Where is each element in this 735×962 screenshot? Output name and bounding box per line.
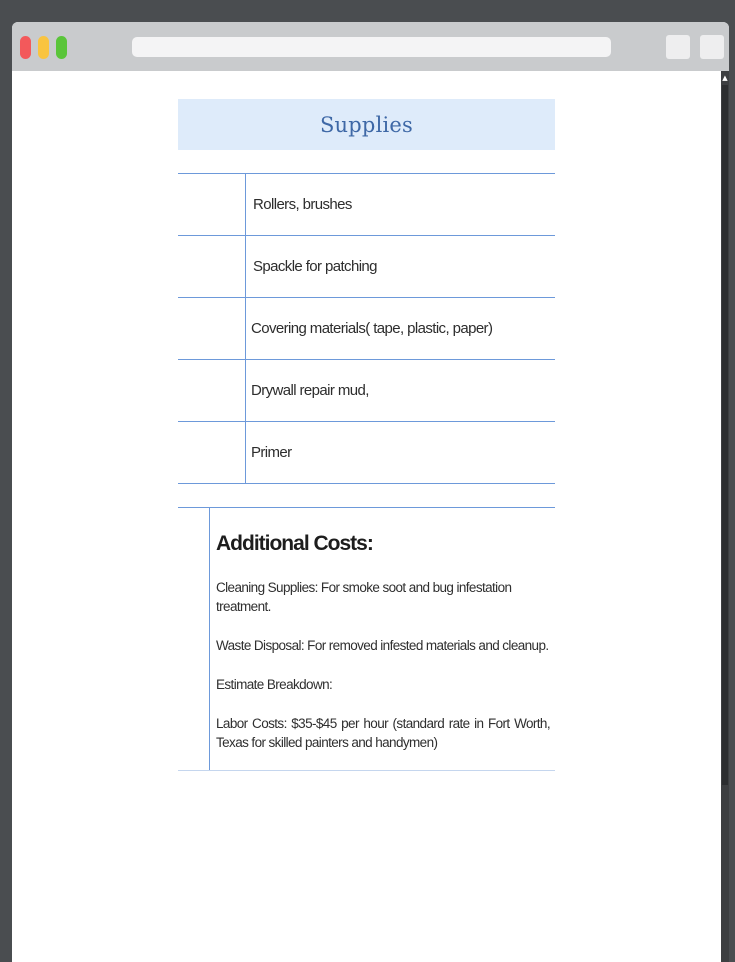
document-content xyxy=(178,99,555,771)
supply-item: Drywall repair mud, xyxy=(251,382,369,399)
scrollbar-thumb[interactable] xyxy=(722,85,728,785)
additional-costs-cell xyxy=(210,508,555,770)
close-dot-icon[interactable] xyxy=(20,36,31,59)
cost-paragraph: Labor Costs: $35-$45 per hour (standard rate in Fort Worth, Texas for skilled painters and handymen) xyxy=(216,716,550,750)
table-cell-empty xyxy=(178,422,246,483)
scroll-up-arrow-icon[interactable]: ▲ xyxy=(722,74,728,82)
supplies-header xyxy=(178,99,555,150)
address-bar[interactable] xyxy=(132,37,611,57)
supplies-title: Supplies xyxy=(319,112,414,137)
table-row xyxy=(178,360,555,422)
table-cell-empty xyxy=(178,236,246,297)
title-bar xyxy=(12,22,729,71)
table-cell-empty xyxy=(178,298,246,359)
table-row xyxy=(178,422,555,484)
toolbar-button-1[interactable] xyxy=(666,35,690,59)
supplies-table xyxy=(178,173,555,484)
supply-item: Primer xyxy=(251,444,292,461)
supply-item: Rollers, brushes xyxy=(253,196,352,213)
table-row xyxy=(178,298,555,360)
cost-paragraph: Waste Disposal: For removed infested materials and cleanup. xyxy=(216,638,549,653)
table-cell-empty xyxy=(178,508,210,770)
table-cell-empty xyxy=(178,174,246,235)
table-row xyxy=(178,236,555,298)
additional-costs-table xyxy=(178,507,555,771)
browser-window xyxy=(12,22,729,962)
maximize-dot-icon[interactable] xyxy=(56,36,67,59)
cost-paragraph: Estimate Breakdown: xyxy=(216,677,333,692)
toolbar-button-2[interactable] xyxy=(700,35,724,59)
supply-item: Spackle for patching xyxy=(253,258,377,275)
additional-costs-heading: Additional Costs: xyxy=(216,532,373,555)
cost-paragraph: Cleaning Supplies: For smoke soot and bug infestation treatment. xyxy=(216,580,512,614)
minimize-dot-icon[interactable] xyxy=(38,36,49,59)
table-row xyxy=(178,174,555,236)
vertical-scrollbar[interactable] xyxy=(721,71,729,962)
supply-item: Covering materials( tape, plastic, paper) xyxy=(251,320,493,337)
table-cell-empty xyxy=(178,360,246,421)
